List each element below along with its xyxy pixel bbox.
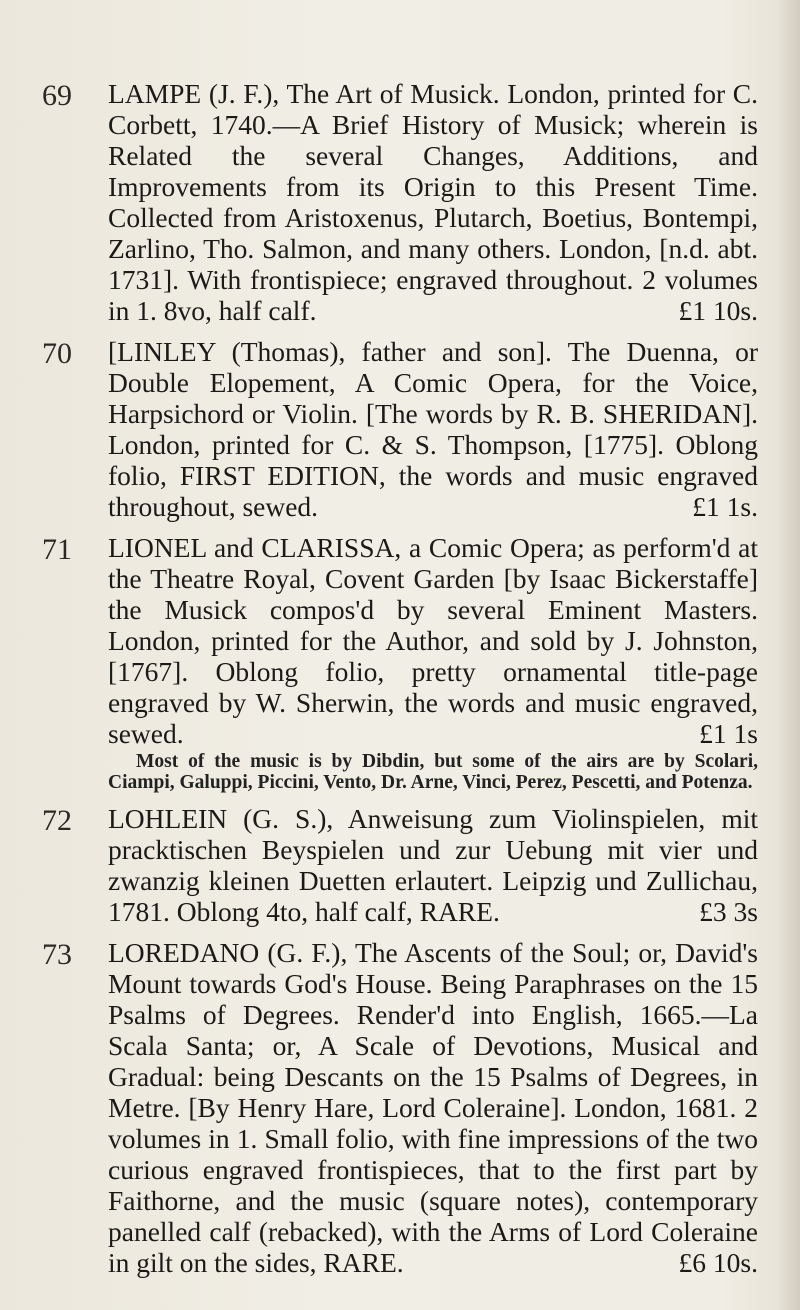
entry-price: £1 1s [699,718,758,749]
entry-number: 72 [42,804,72,837]
entry-number: 73 [42,938,72,971]
entry-number: 69 [42,79,72,112]
entry-heading: [LINLEY (Thomas), father and son]. [108,336,552,367]
entry-price: £1 10s. [678,295,758,326]
catalogue-entry-72 [0,803,758,927]
entry-heading: LAMPE (J. F.), The Art of Musick. [108,78,500,109]
entry-text: a Comic Opera; as perform'd at the Theatre Royal, Covent Garden [by Isaac Bickerstaffe] the Musick compos'd by several Eminent Masters. London, printed for the Author, and sold by J. Johnston, [1767]. Oblong folio, pretty ornamental title-page engraved by W. Sherwin, the words and music engraved, sewed. [108,532,759,749]
entry-text: London, printed for C. Corbett, 1740.—A Brief History of Musick; wherein is Related the several Changes, Additions, and Improvements from its Origin to this Present Time. Collected from Aristoxenus, Plutarch, Boetius, Bontempi, Zarlino, Tho. Salmon, and many others. London, [n.d. abt. 1731]. With frontispiece; engraved throughout. 2 volumes in 1. 8vo, half calf. [108,78,758,326]
entry-price: £3 3s [699,896,758,927]
catalogue-entry-73 [0,937,758,1278]
entry-description [108,78,758,326]
catalogue-entry-70 [0,336,758,522]
entry-text: The Duenna, or Double Elopement, A Comic Opera, for the Voice, Harpsichord or Violin. [The words by R. B. SHERIDAN]. London, printed for C. & S. Thompson, [1775]. Oblong folio, FIRST EDITION, the words and music engraved throughout, sewed. [108,336,759,522]
entry-description [108,336,758,522]
entry-text: The Ascents of the Soul; or, David's Mount towards God's House. Being Paraphrases on the 15 Psalms of Degrees. Render'd into English, 1665.—La Scala Santa; or, A Scale of Devotions, Musical and Gradual: being Descants on the 15 Psalms of Degrees, in Metre. [By Henry Hare, Lord Coleraine]. London, 1681. 2 volumes in 1. Small folio, with fine impressions of the two curious engraved frontispieces, that to the first part by Faithorne, and the music (square notes), contemporary panelled calf (rebacked), with the Arms of Lord Coleraine in gilt on the sides, RARE. [108,937,758,1278]
entry-note: Most of the music is by Dibdin, but some of the airs are by Scolari, Ciampi, Galuppi, Piccini, Vento, Dr. Arne, Vinci, Perez, Pescetti, and Potenza. [108,751,758,793]
entry-heading: LIONEL and CLARISSA, [108,532,402,563]
entry-description [108,937,758,1278]
entry-price: £1 1s. [692,491,758,522]
entry-text: Anweisung zum Violinspielen, mit pracktischen Beyspielen und zur Uebung mit vier und zwanzig kleinen Duetten erlautert. Leipzig und Zullichau, 1781. Oblong 4to, half calf, RARE. [108,803,758,927]
catalogue-entry-71 [0,532,758,793]
entry-number: 70 [42,337,72,370]
catalogue-entry-69 [0,78,758,326]
entry-description [108,532,758,749]
entry-description [108,803,758,927]
page-edge-shadow [778,0,800,1310]
entry-heading: LOREDANO (G. F.), [108,937,348,968]
entry-price: £6 10s. [678,1247,758,1278]
entry-heading: LOHLEIN (G. S.), [108,803,334,834]
entry-number: 71 [42,533,72,566]
